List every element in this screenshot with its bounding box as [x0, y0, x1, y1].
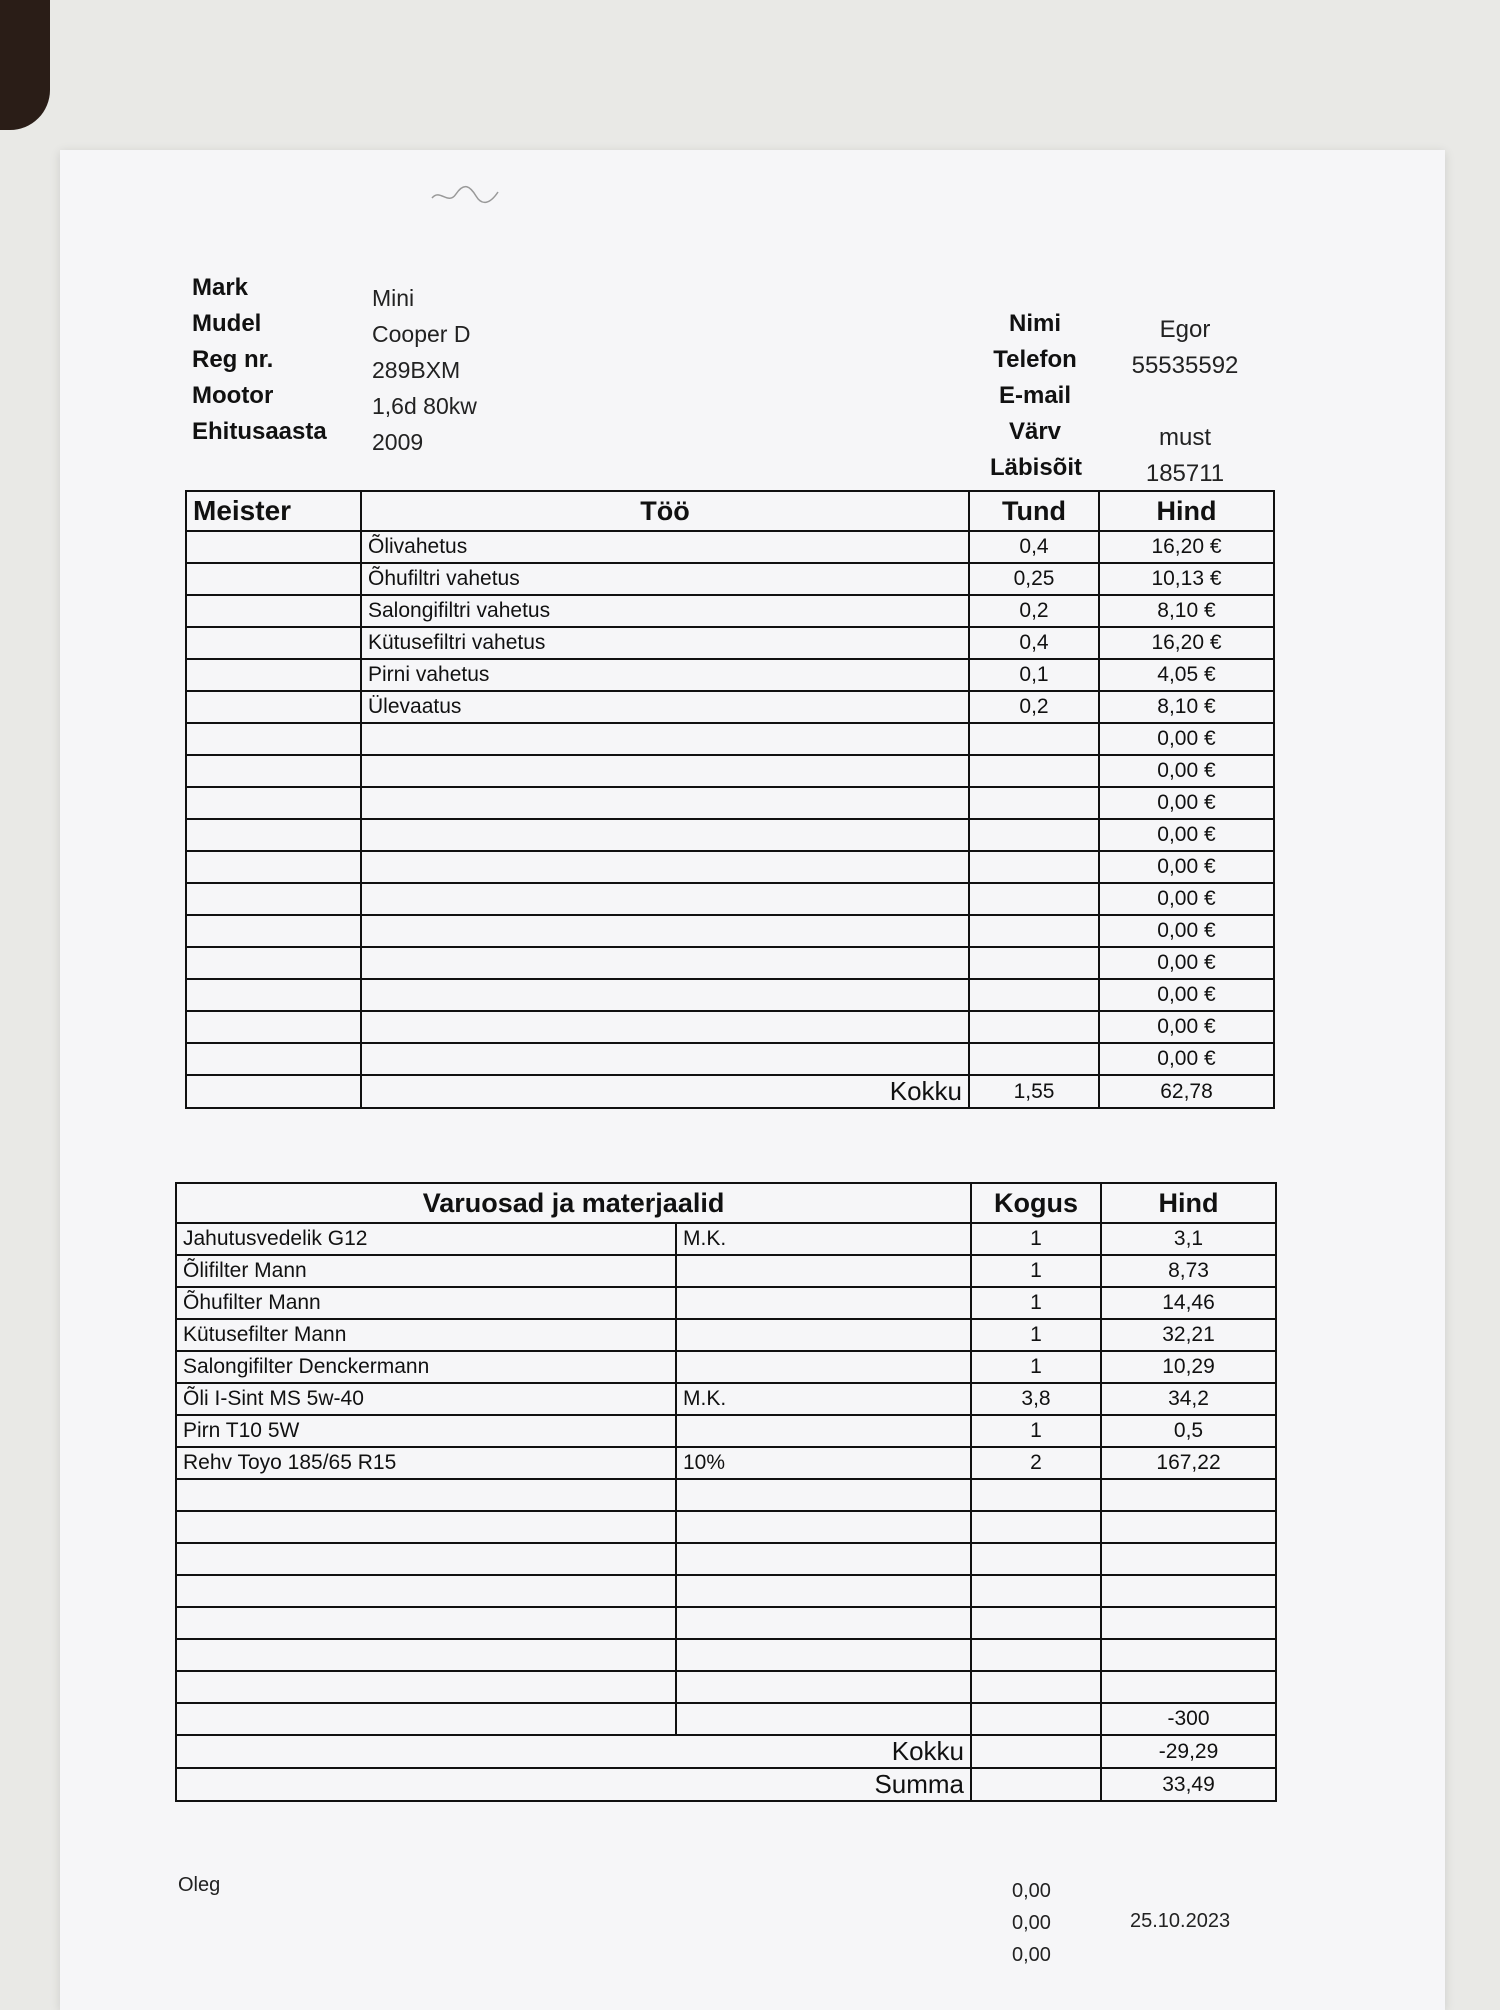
- work-row: [186, 691, 1274, 723]
- part-qty: 1: [971, 1319, 1101, 1351]
- vehicle-label: Mudel: [192, 310, 262, 337]
- work-table: [185, 490, 1275, 1109]
- part-name: [176, 1703, 676, 1735]
- work-price: 8,10 €: [1099, 691, 1274, 723]
- part-name: Kütusefilter Mann: [176, 1319, 676, 1351]
- master-header: Meister: [186, 491, 361, 531]
- work-row: [186, 851, 1274, 883]
- part-price: 167,22: [1101, 1447, 1276, 1479]
- work-name: Kütusefiltri vahetus: [361, 627, 969, 659]
- vehicle-value: Mini: [372, 285, 415, 311]
- part-qty: 3,8: [971, 1383, 1101, 1415]
- work-row: [186, 883, 1274, 915]
- vehicle-label: Mark: [192, 274, 249, 301]
- parts-row: [176, 1703, 1276, 1735]
- work-total-price: 62,78: [1099, 1075, 1274, 1108]
- work-price: 0,00 €: [1099, 947, 1274, 979]
- work-row: [186, 531, 1274, 563]
- work-name: [361, 819, 969, 851]
- work-header: Töö: [361, 491, 969, 531]
- part-note: M.K.: [676, 1223, 971, 1255]
- work-price: 8,10 €: [1099, 595, 1274, 627]
- part-qty: 1: [971, 1351, 1101, 1383]
- work-hours: [969, 883, 1099, 915]
- parts-row: [176, 1415, 1276, 1447]
- work-name: Pirni vahetus: [361, 659, 969, 691]
- work-row: [186, 627, 1274, 659]
- part-qty: [971, 1671, 1101, 1703]
- client-value: 55535592: [1131, 352, 1239, 379]
- parts-row: [176, 1319, 1276, 1351]
- work-hours: [969, 915, 1099, 947]
- work-row: [186, 563, 1274, 595]
- part-note: [676, 1351, 971, 1383]
- hours-header: Tund: [969, 491, 1099, 531]
- part-note: M.K.: [676, 1383, 971, 1415]
- vehicle-value: Cooper D: [372, 321, 471, 347]
- part-qty: [971, 1639, 1101, 1671]
- parts-total-label: Kokku: [176, 1735, 971, 1768]
- part-note: [676, 1415, 971, 1447]
- parts-name-header: Varuosad ja materjaalid: [176, 1183, 971, 1223]
- work-row: [186, 947, 1274, 979]
- work-row: [186, 595, 1274, 627]
- vehicle-value: 1,6d 80kw: [372, 393, 477, 419]
- work-name: Õlivahetus: [361, 531, 969, 563]
- parts-row: [176, 1575, 1276, 1607]
- master-cell: [186, 1011, 361, 1043]
- part-price: [1101, 1479, 1276, 1511]
- part-qty: 1: [971, 1255, 1101, 1287]
- work-row: [186, 787, 1274, 819]
- client-value: Egor: [1159, 316, 1211, 343]
- work-name: [361, 1043, 969, 1075]
- master-cell: [186, 819, 361, 851]
- work-name: Õhufiltri vahetus: [361, 563, 969, 595]
- work-name: [361, 947, 969, 979]
- part-qty: [971, 1479, 1101, 1511]
- parts-row: [176, 1543, 1276, 1575]
- work-hours: 0,4: [969, 531, 1099, 563]
- footer-extra-value: 0,00: [1012, 1912, 1051, 1934]
- vehicle-value: 289BXM: [372, 357, 461, 383]
- work-price: 0,00 €: [1099, 819, 1274, 851]
- part-note: [676, 1511, 971, 1543]
- part-qty: [971, 1575, 1101, 1607]
- vehicle-label: Mootor: [192, 382, 274, 409]
- client-label: Värv: [1008, 418, 1062, 445]
- work-row: [186, 659, 1274, 691]
- work-price: 0,00 €: [1099, 851, 1274, 883]
- part-price: [1101, 1639, 1276, 1671]
- part-name: Õhufilter Mann: [176, 1287, 676, 1319]
- part-name: Pirn T10 5W: [176, 1415, 676, 1447]
- parts-row: [176, 1223, 1276, 1255]
- work-hours: [969, 787, 1099, 819]
- parts-row: [176, 1351, 1276, 1383]
- part-name: Õlifilter Mann: [176, 1255, 676, 1287]
- master-cell: [186, 563, 361, 595]
- part-qty: 2: [971, 1447, 1101, 1479]
- work-header-row: [186, 491, 1274, 531]
- parts-row: [176, 1447, 1276, 1479]
- work-name: [361, 723, 969, 755]
- work-hours: 0,4: [969, 627, 1099, 659]
- sum-label: Summa: [176, 1768, 971, 1801]
- master-cell: [186, 947, 361, 979]
- master-signature-name: Oleg: [178, 1874, 221, 1896]
- work-name: Ülevaatus: [361, 691, 969, 723]
- client-labels: [990, 306, 1083, 486]
- vehicle-values: [372, 280, 477, 460]
- qty-header: Kogus: [971, 1183, 1101, 1223]
- master-cell: [186, 787, 361, 819]
- work-hours: [969, 947, 1099, 979]
- work-name: [361, 979, 969, 1011]
- part-note: [676, 1703, 971, 1735]
- vehicle-label: Reg nr.: [192, 346, 274, 373]
- parts-row: [176, 1607, 1276, 1639]
- part-price: 3,1: [1101, 1223, 1276, 1255]
- master-cell: [186, 979, 361, 1011]
- work-hours: [969, 851, 1099, 883]
- work-name: Salongifiltri vahetus: [361, 595, 969, 627]
- part-qty: 1: [971, 1223, 1101, 1255]
- work-hours: 0,2: [969, 691, 1099, 723]
- vehicle-value: 2009: [372, 429, 424, 455]
- empty-cell: [971, 1768, 1101, 1801]
- work-price: 0,00 €: [1099, 723, 1274, 755]
- parts-header-row: [176, 1183, 1276, 1223]
- work-price: 0,00 €: [1099, 1011, 1274, 1043]
- client-label: Läbisõit: [990, 454, 1083, 481]
- work-price: 0,00 €: [1099, 915, 1274, 947]
- work-row: [186, 723, 1274, 755]
- part-price: 10,29: [1101, 1351, 1276, 1383]
- master-cell: [186, 851, 361, 883]
- part-name: [176, 1575, 676, 1607]
- work-row: [186, 979, 1274, 1011]
- client-label: E-mail: [998, 382, 1072, 409]
- work-price: 4,05 €: [1099, 659, 1274, 691]
- work-price: 0,00 €: [1099, 979, 1274, 1011]
- client-label: Nimi: [1008, 310, 1061, 337]
- work-row: [186, 915, 1274, 947]
- client-value: [1120, 384, 1250, 420]
- parts-row: [176, 1287, 1276, 1319]
- part-price: [1101, 1671, 1276, 1703]
- work-price: 0,00 €: [1099, 1043, 1274, 1075]
- work-name: [361, 851, 969, 883]
- part-note: [676, 1543, 971, 1575]
- part-note: [676, 1319, 971, 1351]
- work-price: 10,13 €: [1099, 563, 1274, 595]
- master-cell: [186, 755, 361, 787]
- footer-extra-value: 0,00: [1012, 1944, 1051, 1966]
- master-cell: [186, 883, 361, 915]
- work-name: [361, 883, 969, 915]
- work-name: [361, 1011, 969, 1043]
- part-name: [176, 1607, 676, 1639]
- part-price: 0,5: [1101, 1415, 1276, 1447]
- work-price: 16,20 €: [1099, 531, 1274, 563]
- work-row: [186, 819, 1274, 851]
- work-hours: [969, 755, 1099, 787]
- work-price: 0,00 €: [1099, 787, 1274, 819]
- part-price: -300: [1101, 1703, 1276, 1735]
- client-value: must: [1158, 424, 1211, 451]
- part-note: [676, 1639, 971, 1671]
- master-cell: [186, 691, 361, 723]
- master-cell: [186, 1043, 361, 1075]
- parts-total-row: [176, 1735, 1276, 1768]
- master-cell: [186, 531, 361, 563]
- work-hours: 0,2: [969, 595, 1099, 627]
- master-cell: [186, 659, 361, 691]
- empty-cell: [186, 1075, 361, 1108]
- empty-cell: [971, 1735, 1101, 1768]
- part-name: Jahutusvedelik G12: [176, 1223, 676, 1255]
- sum-price: 33,49: [1101, 1768, 1276, 1801]
- master-cell: [186, 595, 361, 627]
- part-name: Salongifilter Denckermann: [176, 1351, 676, 1383]
- table-edge-object: [0, 0, 50, 130]
- part-name: [176, 1479, 676, 1511]
- part-qty: [971, 1607, 1101, 1639]
- work-total-hours: 1,55: [969, 1075, 1099, 1108]
- part-price: [1101, 1575, 1276, 1607]
- work-hours: [969, 1011, 1099, 1043]
- work-price: 0,00 €: [1099, 755, 1274, 787]
- part-note: [676, 1287, 971, 1319]
- work-total-row: [186, 1075, 1274, 1108]
- work-hours: [969, 979, 1099, 1011]
- master-cell: [186, 915, 361, 947]
- client-values: [1120, 312, 1250, 492]
- parts-price-header: Hind: [1101, 1183, 1276, 1223]
- work-total-label: Kokku: [361, 1075, 969, 1108]
- part-note: 10%: [676, 1447, 971, 1479]
- part-name: [176, 1543, 676, 1575]
- parts-row: [176, 1671, 1276, 1703]
- part-price: [1101, 1543, 1276, 1575]
- part-qty: [971, 1511, 1101, 1543]
- parts-row: [176, 1255, 1276, 1287]
- work-hours: [969, 723, 1099, 755]
- part-qty: 1: [971, 1415, 1101, 1447]
- part-name: [176, 1639, 676, 1671]
- part-price: 32,21: [1101, 1319, 1276, 1351]
- part-price: [1101, 1607, 1276, 1639]
- work-price: 16,20 €: [1099, 627, 1274, 659]
- parts-row: [176, 1383, 1276, 1415]
- part-qty: [971, 1543, 1101, 1575]
- part-note: [676, 1671, 971, 1703]
- part-note: [676, 1255, 971, 1287]
- work-hours: [969, 1043, 1099, 1075]
- work-name: [361, 755, 969, 787]
- work-price: 0,00 €: [1099, 883, 1274, 915]
- work-row: [186, 755, 1274, 787]
- master-cell: [186, 627, 361, 659]
- parts-row: [176, 1639, 1276, 1671]
- work-hours: 0,25: [969, 563, 1099, 595]
- work-hours: 0,1: [969, 659, 1099, 691]
- price-header: Hind: [1099, 491, 1274, 531]
- part-name: [176, 1511, 676, 1543]
- client-value: 185711: [1145, 460, 1225, 487]
- vehicle-label: Ehitusaasta: [192, 418, 327, 445]
- vehicle-labels: [192, 270, 327, 450]
- part-price: 8,73: [1101, 1255, 1276, 1287]
- part-note: [676, 1575, 971, 1607]
- part-note: [676, 1607, 971, 1639]
- invoice-date: 25.10.2023: [1130, 1910, 1231, 1932]
- parts-table: [175, 1182, 1277, 1802]
- parts-row: [176, 1511, 1276, 1543]
- pen-scribble: [430, 180, 500, 210]
- master-cell: [186, 723, 361, 755]
- part-qty: [971, 1703, 1101, 1735]
- work-row: [186, 1043, 1274, 1075]
- work-row: [186, 1011, 1274, 1043]
- sum-row: [176, 1768, 1276, 1801]
- work-name: [361, 787, 969, 819]
- footer-extra-value: 0,00: [1012, 1880, 1051, 1902]
- part-name: Õli I-Sint MS 5w-40: [176, 1383, 676, 1415]
- parts-total-price: -29,29: [1101, 1735, 1276, 1768]
- part-name: [176, 1671, 676, 1703]
- part-name: Rehv Toyo 185/65 R15: [176, 1447, 676, 1479]
- part-qty: 1: [971, 1287, 1101, 1319]
- work-name: [361, 915, 969, 947]
- part-note: [676, 1479, 971, 1511]
- client-label: Telefon: [993, 346, 1077, 373]
- part-price: 34,2: [1101, 1383, 1276, 1415]
- part-price: 14,46: [1101, 1287, 1276, 1319]
- work-hours: [969, 819, 1099, 851]
- part-price: [1101, 1511, 1276, 1543]
- parts-row: [176, 1479, 1276, 1511]
